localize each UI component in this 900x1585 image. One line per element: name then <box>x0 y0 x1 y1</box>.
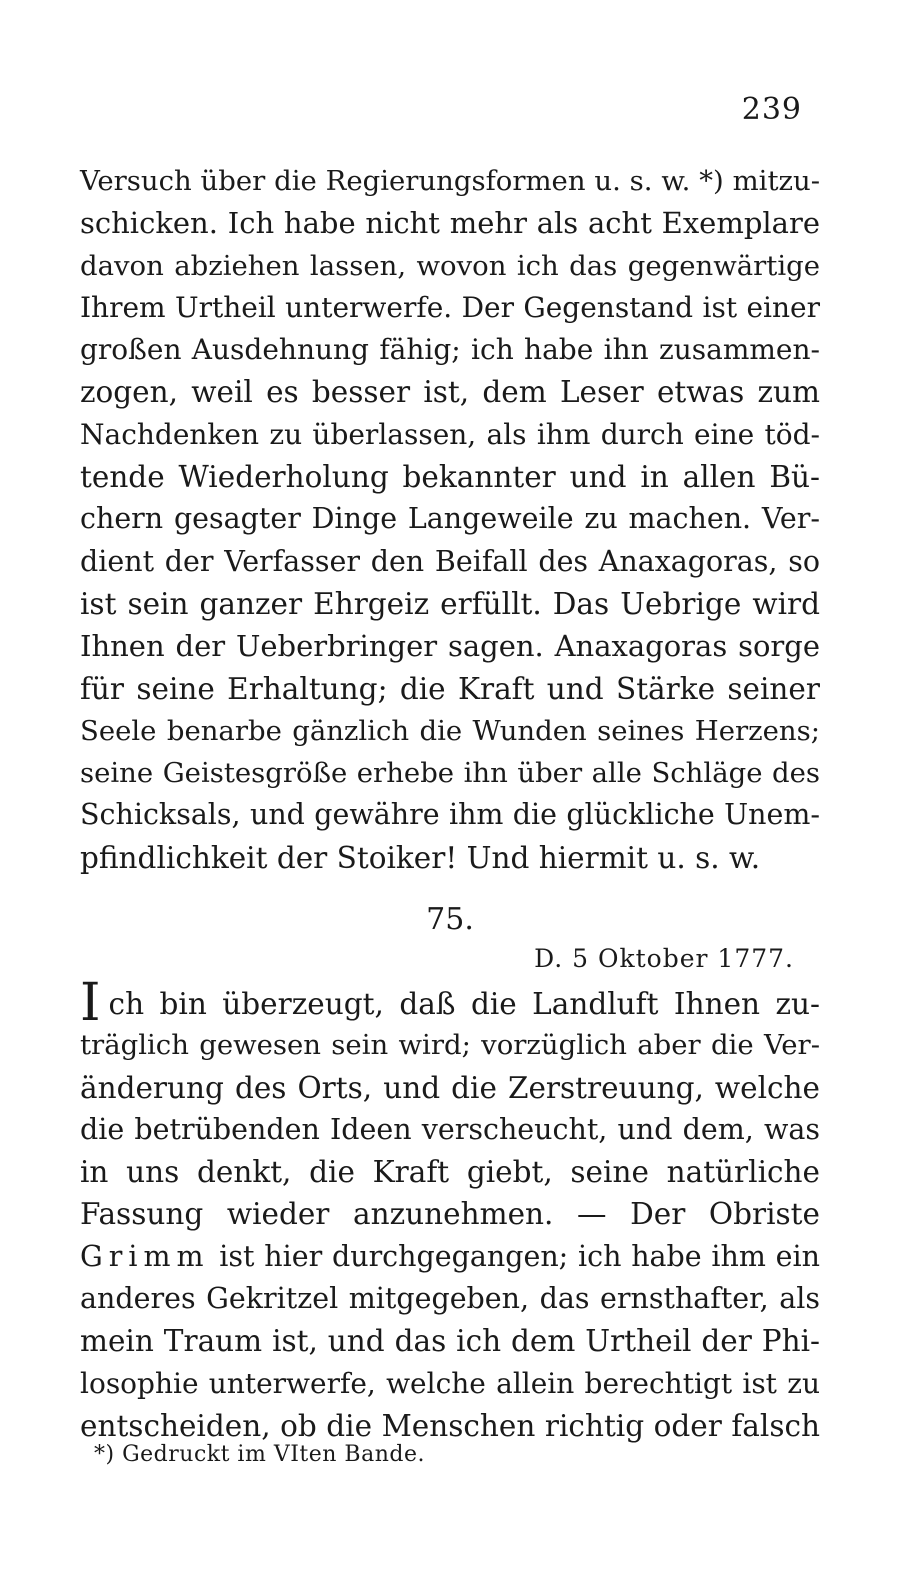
text-line: änderung des Orts, und die Zerstreuung, welche <box>80 1070 820 1105</box>
letter-number: 75. <box>426 902 474 937</box>
text-line: chern gesagter Dinge Langeweile zu machen. Ver- <box>80 502 820 536</box>
page-number: 239 <box>741 92 802 127</box>
text-line: Fassung wieder anzunehmen. — Der Obriste <box>80 1197 820 1232</box>
text-line: dient der Verfasser den Beifall des Anaxagoras, so <box>80 544 820 578</box>
letter-dateline: D. 5 Oktober 1777. <box>534 944 794 973</box>
text-line: für seine Erhaltung; die Kraft und Stärke seiner <box>80 671 820 706</box>
text-line: Nachdenken zu überlassen, als ihm durch eine töd- <box>80 417 820 451</box>
text-line: in uns denkt, die Kraft giebt, seine natürliche <box>80 1155 820 1190</box>
text-line: seine Geistesgröße erhebe ihn über alle Schläge des <box>80 757 820 790</box>
spaced-name-grimm: Grimm <box>80 1239 210 1273</box>
text-line: ist sein ganzer Ehrgeiz erfüllt. Das Uebrige wird <box>80 586 820 621</box>
text-line: schicken. Ich habe nicht mehr als acht Exemplare <box>80 206 820 241</box>
text-line: zogen, weil es besser ist, dem Leser etwas zum <box>80 375 820 410</box>
text-line: tende Wiederholung bekannter und in allen Bü- <box>80 460 820 495</box>
text-line: pfindlichkeit der Stoiker! Und hiermit u. s. w. <box>80 840 761 875</box>
drop-cap: I <box>80 973 101 1033</box>
text-line <box>80 1236 820 1278</box>
letter-75-body <box>80 973 820 1447</box>
footnote: *) Gedruckt im VIten Bande. <box>94 1442 425 1467</box>
text-line: entscheiden, ob die Menschen richtig oder falsch <box>80 1408 820 1443</box>
text-line: Seele benarbe gänzlich die Wunden seines Herzens; <box>80 714 820 747</box>
text-line-rest: ist hier durchgegangen; ich habe ihm ein <box>209 1239 820 1273</box>
text-line: mein Traum ist, und das ich dem Urtheil der Phi- <box>80 1324 820 1359</box>
text-line: Ihrem Urtheil unterwerfe. Der Gegenstand ist einer <box>80 290 820 324</box>
text-line: Schicksals, und gewähre ihm die glückliche Unem- <box>80 798 820 832</box>
text-line: großen Ausdehnung fähig; ich habe ihn zusammen- <box>80 333 820 367</box>
text-line: träglich gewesen sein wird; vorzüglich aber die Ver- <box>80 1029 820 1062</box>
text-line: Versuch über die Regierungsformen u. s. w. *) mitzu- <box>80 165 820 197</box>
text-line: Ihnen der Ueberbringer sagen. Anaxagoras sorge <box>80 629 820 664</box>
text-line: davon abziehen lassen, wovon ich das gegenwärtige <box>80 249 820 282</box>
text-line: anderes Gekritzel mitgegeben, das ernsthafter, als <box>80 1282 820 1316</box>
text-line: die betrübenden Ideen verscheucht, und dem, was <box>80 1112 820 1146</box>
text-line <box>80 973 820 1033</box>
letter-74-continuation <box>80 160 820 879</box>
text-line: losophie unterwerfe, welche allein berechtigt ist zu <box>80 1366 820 1400</box>
text-line-rest: ch bin überzeugt, daß die Landluft Ihnen zu- <box>108 987 820 1021</box>
